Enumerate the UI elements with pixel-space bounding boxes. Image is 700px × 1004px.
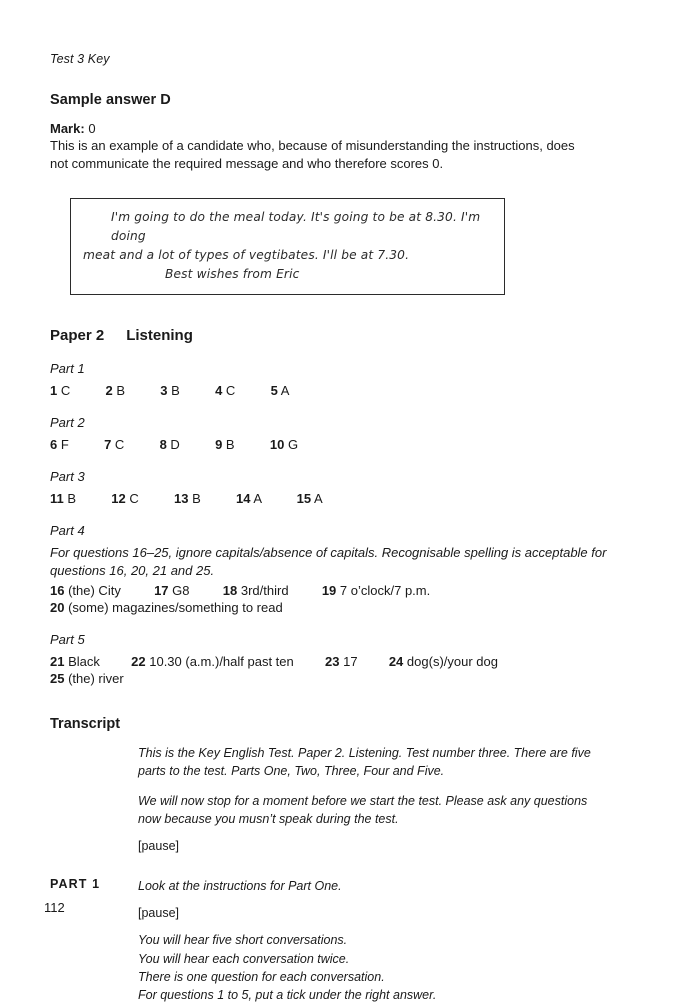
mark-value: 0 xyxy=(88,121,96,136)
answer-row-part5-b xyxy=(50,671,650,686)
question-answer: Black xyxy=(68,654,100,670)
paper-label: Paper 2 xyxy=(50,326,105,344)
transcript-line: There is one question for each conversation. xyxy=(138,969,385,984)
transcript-part-one-instruction: Look at the instructions for Part One. xyxy=(138,879,342,894)
question-answer: A xyxy=(314,490,323,506)
question-number: 2 xyxy=(105,382,113,398)
transcript-intro-2: We will now stop for a moment before we start the test. Please ask any questions now because you musn’t speak during the test. xyxy=(138,793,588,826)
question-answer: B xyxy=(67,490,77,506)
part-label-3: Part 3 xyxy=(50,468,85,484)
page-content xyxy=(50,52,650,1004)
transcript-line: You will hear five short conversations. xyxy=(138,933,348,948)
question-number: 14 xyxy=(236,490,251,506)
question-answer: C xyxy=(60,382,71,398)
question-answer: F xyxy=(60,436,69,452)
question-number: 3 xyxy=(160,382,168,398)
sample-commentary: This is an example of a candidate who, because of misunderstanding the instructions, does not communicate the required message and who therefore scores 0. xyxy=(50,138,575,172)
question-number: 15 xyxy=(296,490,312,506)
answer-row-part2 xyxy=(50,437,650,452)
question-number: 1 xyxy=(50,382,58,398)
question-answer: A xyxy=(253,490,262,506)
question-number: 23 xyxy=(325,654,340,670)
question-answer: 10.30 (a.m.)/half past ten xyxy=(149,654,294,670)
question-number: 11 xyxy=(50,490,64,506)
transcript-heading: Transcript xyxy=(50,716,121,733)
question-answer: B xyxy=(225,436,235,452)
part4-note: For questions 16–25, ignore capitals/absence of capitals. Recognisable spelling is acceptable for questions 16, 20, 21 and 25. xyxy=(50,544,607,579)
question-answer: (the) river xyxy=(68,671,124,687)
handwritten-line-2: meat and a lot of types of vegtibates. I'll be at 7.30. xyxy=(83,247,410,262)
question-number: 25 xyxy=(50,671,65,687)
transcript-part-one-block xyxy=(50,877,650,1004)
answer-row-part4-b xyxy=(50,600,650,615)
question-answer: 17 xyxy=(343,654,358,670)
question-answer: dog(s)/your dog xyxy=(406,654,498,670)
transcript-intro-block xyxy=(50,744,650,853)
sample-answer-heading: Sample answer D xyxy=(50,92,171,108)
question-number: 12 xyxy=(111,490,126,506)
transcript-pause-2: [pause] xyxy=(138,906,180,921)
handwritten-line-1: I'm going to do the meal today. It's going to be at 8.30. I'm doing xyxy=(111,209,481,243)
question-number: 13 xyxy=(174,490,189,506)
answer-row-part1 xyxy=(50,383,650,398)
transcript-part-one-detail xyxy=(138,931,650,1004)
question-answer: B xyxy=(171,382,180,398)
part-label-2: Part 2 xyxy=(50,414,85,430)
question-answer: B xyxy=(192,490,201,506)
question-number: 5 xyxy=(270,382,278,398)
question-answer: G8 xyxy=(172,583,190,599)
question-answer: (some) magazines/something to read xyxy=(68,600,283,616)
transcript-line: For questions 1 to 5, put a tick under the right answer. xyxy=(138,988,437,1003)
paper-name: Listening xyxy=(126,326,193,344)
question-number: 16 xyxy=(50,583,65,599)
transcript-part-tag: PART 1 xyxy=(50,877,101,892)
mark-label: Mark: xyxy=(50,121,85,136)
transcript-part-one-lines xyxy=(138,877,650,1004)
question-answer: C xyxy=(114,436,125,452)
question-number: 18 xyxy=(222,583,238,599)
transcript-pause-1: [pause] xyxy=(138,839,180,854)
page-number: 112 xyxy=(44,900,65,915)
question-number: 24 xyxy=(388,654,404,670)
paper-heading xyxy=(50,327,650,344)
mark-line xyxy=(50,121,650,136)
question-answer: D xyxy=(170,436,180,452)
question-answer: B xyxy=(116,382,126,398)
part-label-1: Part 1 xyxy=(50,360,85,376)
question-number: 10 xyxy=(269,436,285,452)
question-number: 6 xyxy=(50,436,58,452)
question-answer: 3rd/third xyxy=(240,583,289,599)
part-label-4: Part 4 xyxy=(50,522,85,538)
question-number: 21 xyxy=(50,654,65,670)
question-number: 9 xyxy=(215,436,223,452)
handwritten-answer-box xyxy=(70,198,505,295)
question-number: 22 xyxy=(131,654,146,670)
question-answer: A xyxy=(280,382,290,398)
part-label-5: Part 5 xyxy=(50,632,85,648)
question-number: 20 xyxy=(50,600,65,616)
question-number: 8 xyxy=(159,436,167,452)
answer-row-part4-a xyxy=(50,583,650,598)
question-answer: (the) City xyxy=(68,583,121,599)
running-head: Test 3 Key xyxy=(50,52,110,66)
question-answer: G xyxy=(287,436,299,452)
transcript-intro-1: This is the Key English Test. Paper 2. Listening. Test number three. There are five parts to the test. Parts One, Two, Three, Four and Five. xyxy=(138,746,591,779)
question-number: 7 xyxy=(104,436,112,452)
question-answer: 7 o’clock/7 p.m. xyxy=(339,583,431,599)
answer-row-part3 xyxy=(50,491,650,506)
question-number: 19 xyxy=(321,583,337,599)
question-answer: C xyxy=(225,382,236,398)
question-number: 4 xyxy=(215,382,223,398)
question-number: 17 xyxy=(154,583,169,599)
transcript-line: You will hear each conversation twice. xyxy=(138,951,350,966)
answer-row-part5-a xyxy=(50,654,650,669)
handwritten-line-3: Best wishes from Eric xyxy=(165,266,300,281)
question-answer: C xyxy=(129,490,139,506)
